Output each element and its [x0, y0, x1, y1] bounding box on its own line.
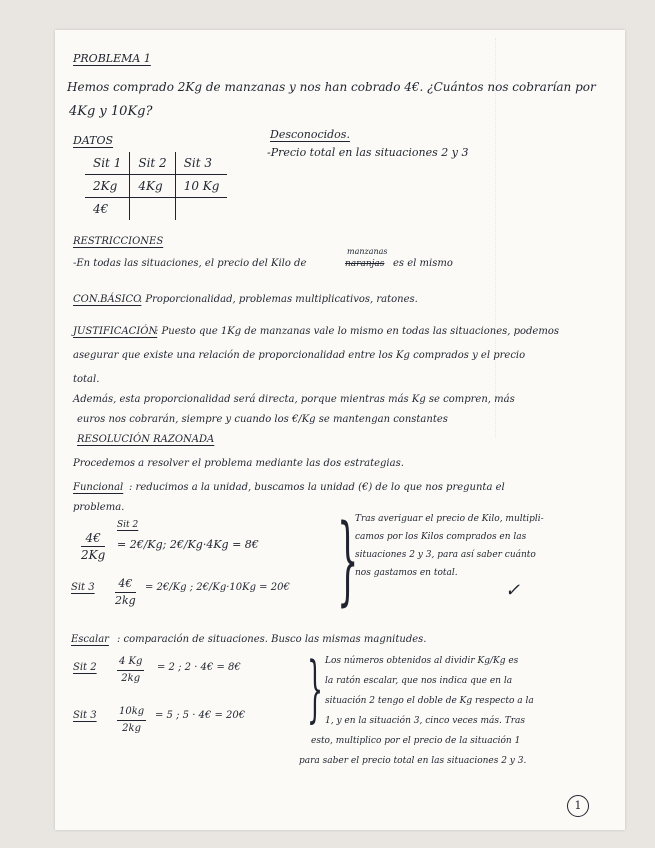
restricciones-struck: naranjas [345, 259, 385, 269]
escalar-label: Escalar [71, 634, 109, 645]
esc-sit3-numerator: 10kg [117, 704, 146, 721]
datos-cell: 10 Kg [175, 175, 227, 198]
esc-sit3-fraction [117, 704, 146, 737]
sit3-fraction-numerator: 4€ [115, 576, 136, 593]
datos-cell [130, 198, 175, 221]
problem-title: PROBLEMA 1 [73, 52, 151, 65]
justificacion-line: total. [73, 374, 100, 385]
justificacion-line: asegurar que existe una relación de proporcionalidad entre los Kg comprados y el precio [73, 350, 526, 361]
datos-header-cell: Sit 3 [175, 152, 227, 175]
justificacion-line: euros nos cobrarán, siempre y cuando los €/Kg se mantengan constantes [77, 414, 448, 425]
conocimiento-text: . Proporcionalidad, problemas multiplicativos, ratones. [139, 294, 418, 305]
justificacion-line: Además, esta proporcionalidad será directa, porque mientras más Kg se compren, más [73, 394, 515, 405]
datos-heading: DATOS [73, 134, 114, 147]
escalar-note-line: Los números obtenidos al dividir Kg/Kg es [325, 656, 519, 666]
escalar-note-line: 1, y en la situación 3, cinco veces más. Tras [325, 716, 526, 726]
resolucion-heading: RESOLUCIÓN RAZONADA [77, 434, 215, 445]
sit2-fraction-numerator: 4€ [81, 530, 105, 547]
notebook-page [55, 30, 625, 830]
esc-sit3-calculation: = 5 ; 5 · 4€ = 20€ [155, 710, 246, 721]
escalar-text: : comparación de situaciones. Busco las mismas magnitudes. [117, 634, 427, 645]
restricciones-text-b: es el mismo [393, 258, 453, 269]
funcional-note-line: camos por los Kilos comprados en las [355, 532, 527, 542]
escalar-note-line: situación 2 tengo el doble de Kg respecto a la [325, 696, 534, 706]
datos-header-row [85, 152, 227, 175]
esc-sit2-label: Sit 2 [73, 662, 97, 673]
check-mark: ✓ [505, 580, 521, 601]
funcional-note-line: nos gastamos en total. [355, 568, 458, 578]
funcional-text: problema. [73, 502, 125, 513]
sit3-fraction [115, 576, 136, 609]
datos-cell [175, 198, 227, 221]
datos-header-cell: Sit 2 [130, 152, 175, 175]
escalar-note-line: la ratón escalar, que nos indica que en la [325, 676, 513, 686]
restricciones-correction: manzanas [347, 247, 388, 256]
datos-price-row [85, 198, 227, 221]
datos-kg-row [85, 175, 227, 198]
conocimiento-label: CON.BÁSICO [73, 294, 142, 305]
funcional-note-line: Tras averiguar el precio de Kilo, multipli- [355, 514, 544, 524]
datos-cell: 4Kg [130, 175, 175, 198]
esc-sit2-fraction [117, 654, 144, 687]
escalar-note-line: para saber el precio total en las situaciones 2 y 3. [299, 756, 527, 766]
datos-cell: 2Kg [85, 175, 130, 198]
esc-sit3-denominator: 2kg [122, 723, 141, 734]
desconocidos-text: -Precio total en las situaciones 2 y 3 [267, 146, 469, 159]
funcional-note-line: situaciones 2 y 3, para así saber cuánto [355, 550, 536, 560]
resolucion-intro: Procedemos a resolver el problema mediante las dos estrategias. [73, 458, 404, 469]
sit3-fraction-denominator: 2kg [115, 594, 136, 607]
sit2-calculation: = 2€/Kg; 2€/Kg·4Kg = 8€ [117, 538, 259, 551]
problem-statement-line-1: Hemos comprado 2Kg de manzanas y nos han cobrado 4€. ¿Cuántos nos cobrarían por [67, 80, 596, 94]
sit3-label: Sit 3 [71, 582, 95, 593]
restricciones-text-a: -En todas las situaciones, el precio del Kilo de [73, 258, 307, 269]
bleed-through-marks [495, 38, 616, 438]
funcional-brace: } [337, 504, 359, 616]
justificacion-label: JUSTIFICACIÓN [73, 326, 158, 337]
sit2-tag: Sit 2 [117, 520, 139, 530]
sit3-calculation: = 2€/Kg ; 2€/Kg·10Kg = 20€ [145, 582, 290, 593]
funcional-label: Funcional [73, 482, 124, 493]
justificacion-line: : Puesto que 1Kg de manzanas vale lo mismo en todas las situaciones, podemos [155, 326, 559, 337]
desconocidos-heading: Desconocidos. [270, 128, 350, 141]
esc-sit2-numerator: 4 Kg [117, 654, 144, 671]
escalar-brace: } [307, 646, 324, 730]
datos-header-cell: Sit 1 [85, 152, 130, 175]
esc-sit2-calculation: = 2 ; 2 · 4€ = 8€ [157, 662, 241, 673]
datos-cell: 4€ [85, 198, 130, 221]
restricciones-heading: RESTRICCIONES [73, 236, 164, 247]
escalar-note-line: esto, multiplico por el precio de la situación 1 [311, 736, 521, 746]
sit2-fraction [81, 530, 105, 563]
datos-table [85, 152, 227, 220]
sit2-fraction-denominator: 2Kg [81, 548, 106, 562]
esc-sit2-denominator: 2kg [121, 673, 141, 684]
page-number: 1 [567, 795, 589, 817]
esc-sit3-label: Sit 3 [73, 710, 97, 721]
problem-statement-line-2: 4Kg y 10Kg? [69, 104, 153, 119]
funcional-text: : reducimos a la unidad, buscamos la unidad (€) de lo que nos pregunta el [129, 482, 505, 493]
